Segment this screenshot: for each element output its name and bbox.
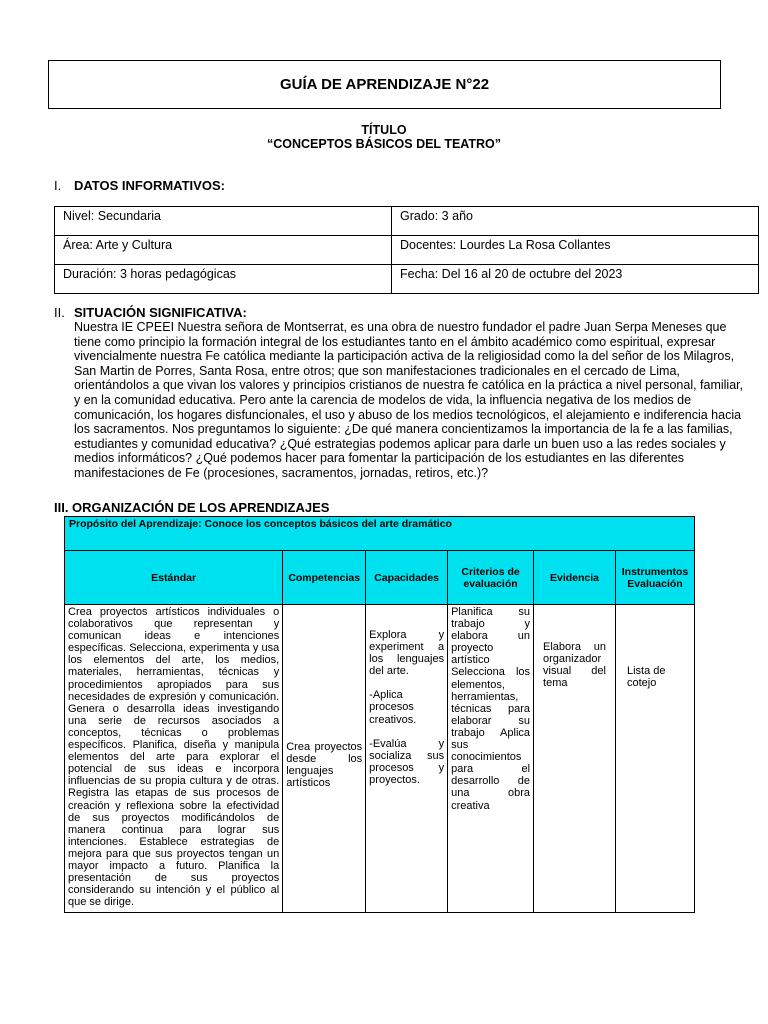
guide-title-box	[48, 60, 721, 109]
table-header-row	[65, 551, 695, 605]
info-cell: Área: Arte y Cultura	[55, 236, 392, 265]
table-row	[65, 517, 695, 551]
criterios-cell: Planifica su trabajo y elabora un proyecto artístico Selecciona los elementos, herramientas, técnicas para elaborar su trabajo Aplica sus conocimientos para el desarrollo de una obra creativa	[448, 605, 534, 913]
info-cell: Duración: 3 horas pedagógicas	[55, 265, 392, 294]
guide-title: GUÍA DE APRENDIZAJE N°22	[279, 76, 490, 93]
table-row	[65, 605, 695, 913]
capacidad-item: -Aplica procesos creativos.	[369, 689, 417, 726]
section3-heading: III. ORGANIZACIÓN DE LOS APRENDIZAJES	[54, 500, 330, 515]
evidencia-cell	[534, 605, 616, 913]
subtitle-label: TÍTULO	[361, 123, 407, 137]
subtitle-text: “CONCEPTOS BÁSICOS DEL TEATRO”	[266, 137, 502, 151]
instrumentos-text: Lista de cotejo	[626, 665, 666, 690]
competencias-text: Crea proyectos desde los lenguajes artísticos	[286, 741, 363, 790]
capacidades-cell	[366, 605, 448, 913]
section2-title: SITUACIÓN SIGNIFICATIVA:	[74, 305, 247, 320]
table-row	[55, 265, 759, 294]
section1-heading	[54, 178, 225, 193]
situation-paragraph: Nuestra IE CPEEI Nuestra señora de Montserrat, es una obra de nuestro fundador el padre Juan Serpa Meneses que tiene como principio la formación integral de los estudiantes tanto en el ámbito académico como espiritual, expresar vivencialmente nuestra Fe católica mediante la participación activa de la religiosidad como la del señor de los Milagros, San Martin de Porres, Santa Rosa, entre otros; que son manifestaciones tradicionales en el cercado de Lima, orientándolos a que vivan los valores y principios cristianos de nuestra fe católica en la práctica a nivel personal, familiar, y en la comunidad educativa. Pero ante la carencia de modelos de vida, la influencia negativa de los medios de comunicación, los hogares disfuncionales, el uso y abuso de los medios tecnológicos, el alejamiento e indiferencia hacia los sacramentos. Nos preguntamos lo siguiente: ¿De qué manera concientizamos la importancia de la fe a las familias, estudiantes y comunidad educativa? ¿Qué estrategias podemos aplicar para darle un buen uso a las redes sociales y medios informáticos? ¿Qué podemos hacer para fomentar la participación de los estudiantes en las diferentes manifestaciones de Fe (procesiones, sacramentos, jornadas, retiros, etc.)?	[74, 320, 744, 480]
spacer	[286, 605, 362, 741]
learning-organization-table	[64, 516, 695, 913]
evidencia-text: Elabora un organizador visual del tema	[543, 641, 606, 690]
capacidad-item: Explora y experiment a los lenguajes del arte.	[369, 629, 445, 678]
spacer	[369, 726, 444, 738]
col-header-criterios: Criterios de evaluación	[448, 551, 534, 605]
estandar-cell: Crea proyectos artísticos individuales o colaborativos que representan y comunican ideas e intenciones específicas. Selecciona, experimenta y usa los elementos del arte, los medios, materiales, herramientas, técnicas y procedimientos apropiados para sus necesidades de expresión y comunicación. Genera o desarrolla ideas investigando una serie de recursos asociados a conceptos, técnicas o problemas específicos. Planifica, diseña y manipula elementos del arte para explorar el potencial de sus ideas e incorpora influencias de su propia cultura y de otras. Registra las etapas de sus procesos de creación y reflexiona sobre la efectividad de sus proyectos modificándolos de manera continua para lograr sus intenciones. Establece estrategias de mejora para que sus proyectos tengan un mayor impacto a futuro. Planifica la presentación de sus proyectos considerando su intención y el público al que se dirige.	[65, 605, 283, 913]
section1-title: DATOS INFORMATIVOS:	[74, 178, 225, 193]
section1-number: I.	[54, 178, 62, 193]
info-cell: Fecha: Del 16 al 20 de octubre del 2023	[392, 265, 759, 294]
instrumentos-cell	[615, 605, 694, 913]
col-header-estandar: Estándar	[65, 551, 283, 605]
competencias-cell	[283, 605, 366, 913]
col-header-instrumentos: Instrumentos Evaluación	[615, 551, 694, 605]
col-header-evidencia: Evidencia	[534, 551, 616, 605]
info-cell: Docentes: Lourdes La Rosa Collantes	[392, 236, 759, 265]
capacidad-item: -Evalúa y socializa sus procesos y proyectos.	[369, 737, 445, 786]
spacer	[369, 677, 444, 689]
spacer	[537, 605, 612, 641]
purpose-cell: Propósito del Aprendizaje: Conoce los conceptos básicos del arte dramático	[65, 517, 695, 551]
table-row	[55, 207, 759, 236]
info-table	[54, 206, 759, 294]
info-cell: Nivel: Secundaria	[55, 207, 392, 236]
section2-number: II.	[54, 305, 65, 320]
info-cell: Grado: 3 año	[392, 207, 759, 236]
spacer	[619, 605, 691, 665]
section2-heading	[54, 305, 247, 320]
table-row	[55, 236, 759, 265]
spacer	[369, 605, 444, 629]
col-header-competencias: Competencias	[283, 551, 366, 605]
col-header-capacidades: Capacidades	[366, 551, 448, 605]
